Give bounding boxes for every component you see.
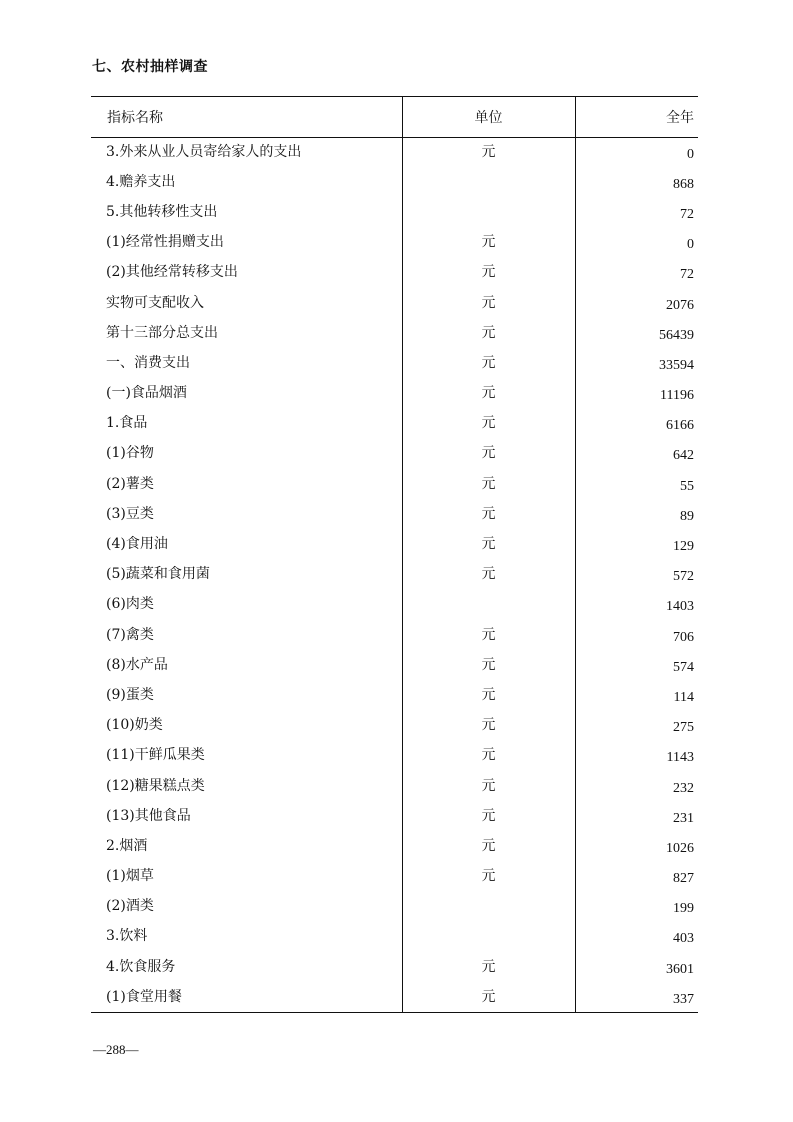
row-name: (1)烟草 bbox=[106, 868, 154, 885]
row-name: (1)经常性捐赠支出 bbox=[106, 234, 224, 251]
table-row bbox=[91, 953, 698, 983]
row-value: 275 bbox=[673, 720, 694, 736]
row-value: 403 bbox=[673, 931, 694, 947]
row-value: 89 bbox=[680, 508, 694, 524]
row-unit: 元 bbox=[402, 860, 575, 890]
row-unit: 元 bbox=[402, 679, 575, 709]
table-row bbox=[91, 138, 698, 168]
row-name: 5.其他转移性支出 bbox=[106, 203, 218, 220]
row-unit bbox=[402, 196, 575, 226]
row-name: 实物可支配收入 bbox=[106, 294, 204, 311]
row-unit: 元 bbox=[402, 226, 575, 256]
row-name: (11)干鲜瓜果类 bbox=[106, 747, 205, 764]
row-name: (10)奶类 bbox=[106, 717, 163, 734]
row-value: 72 bbox=[680, 267, 694, 283]
row-value: 199 bbox=[673, 901, 694, 917]
row-name: 4.赡养支出 bbox=[106, 173, 176, 190]
table-row bbox=[91, 560, 698, 590]
table-row bbox=[91, 862, 698, 892]
table-body bbox=[91, 138, 698, 1013]
row-unit: 元 bbox=[402, 317, 575, 347]
row-unit: 元 bbox=[402, 136, 575, 166]
row-unit: 元 bbox=[402, 558, 575, 588]
row-name: (6)肉类 bbox=[106, 596, 154, 613]
table-row bbox=[91, 621, 698, 651]
table-row bbox=[91, 922, 698, 952]
row-value: 642 bbox=[673, 448, 694, 464]
row-name: (3)豆类 bbox=[106, 505, 154, 522]
row-name: (9)蛋类 bbox=[106, 686, 154, 703]
row-unit: 元 bbox=[402, 498, 575, 528]
row-name: (1)食堂用餐 bbox=[91, 981, 402, 1011]
row-unit: 元 bbox=[402, 951, 575, 981]
row-unit bbox=[402, 920, 575, 950]
row-value: 0 bbox=[687, 237, 694, 253]
header-indicator-name: 指标名称 bbox=[91, 97, 402, 138]
row-name: (一)食品烟酒 bbox=[106, 385, 187, 402]
table-row bbox=[91, 349, 698, 379]
table-header-row bbox=[91, 97, 698, 138]
row-value: 129 bbox=[673, 539, 694, 555]
row-unit: 元 bbox=[402, 739, 575, 769]
row-name: 4.饮食服务 bbox=[106, 958, 176, 975]
row-name: 2.烟酒 bbox=[106, 837, 148, 854]
table-row bbox=[91, 681, 698, 711]
table-row bbox=[91, 379, 698, 409]
header-full-year: 全年 bbox=[575, 97, 698, 138]
row-value: 11196 bbox=[660, 388, 694, 404]
row-name: 第十三部分总支出 bbox=[106, 324, 218, 341]
row-name: (4)食用油 bbox=[106, 536, 168, 553]
table-row bbox=[91, 832, 698, 862]
row-value: 56439 bbox=[659, 327, 694, 343]
row-name: (8)水产品 bbox=[106, 656, 168, 673]
row-value: 72 bbox=[680, 206, 694, 222]
row-value: 574 bbox=[673, 659, 694, 675]
row-unit: 元 bbox=[402, 407, 575, 437]
row-unit: 元 bbox=[402, 377, 575, 407]
row-value: 1403 bbox=[666, 599, 694, 615]
row-name: (2)薯类 bbox=[106, 475, 154, 492]
table-row bbox=[91, 258, 698, 288]
header-unit: 单位 bbox=[402, 97, 575, 138]
row-name: (1)谷物 bbox=[106, 445, 154, 462]
row-unit: 元 bbox=[402, 709, 575, 739]
row-unit: 元 bbox=[402, 619, 575, 649]
table-row bbox=[91, 741, 698, 771]
row-unit: 元 bbox=[402, 800, 575, 830]
row-unit: 元 bbox=[402, 830, 575, 860]
table-row bbox=[91, 409, 698, 439]
row-name: 1.食品 bbox=[106, 415, 148, 432]
section-title: 七、农村抽样调查 bbox=[92, 59, 208, 75]
row-name: (7)禽类 bbox=[106, 626, 154, 643]
table-row bbox=[91, 771, 698, 801]
row-name: (2)其他经常转移支出 bbox=[106, 264, 238, 281]
row-value: 827 bbox=[673, 871, 694, 887]
table-row bbox=[91, 470, 698, 500]
table-row bbox=[91, 319, 698, 349]
row-value: 6166 bbox=[666, 418, 694, 434]
row-name: (12)糖果糕点类 bbox=[106, 777, 205, 794]
row-unit: 元 bbox=[402, 528, 575, 558]
table-row bbox=[91, 198, 698, 228]
table-row bbox=[91, 500, 698, 530]
row-value: 33594 bbox=[659, 357, 694, 373]
table-row bbox=[91, 530, 698, 560]
row-name: 3.饮料 bbox=[106, 928, 148, 945]
row-name: 一、消费支出 bbox=[106, 354, 190, 371]
row-name: (13)其他食品 bbox=[106, 807, 191, 824]
row-value: 55 bbox=[680, 478, 694, 494]
row-value: 706 bbox=[673, 629, 694, 645]
row-value: 114 bbox=[673, 689, 694, 705]
table-row bbox=[91, 228, 698, 258]
table-row bbox=[91, 983, 698, 1013]
table-row bbox=[91, 802, 698, 832]
row-value: 1026 bbox=[666, 840, 694, 856]
row-name: (5)蔬菜和食用菌 bbox=[106, 566, 210, 583]
row-unit: 元 bbox=[402, 649, 575, 679]
row-unit bbox=[402, 166, 575, 196]
row-unit: 元 bbox=[402, 769, 575, 799]
row-unit: 元 bbox=[402, 468, 575, 498]
table-row bbox=[91, 590, 698, 620]
table-row bbox=[91, 711, 698, 741]
row-value: 868 bbox=[673, 176, 694, 192]
row-unit bbox=[402, 890, 575, 920]
page-number: —288— bbox=[93, 1042, 139, 1057]
table-row bbox=[91, 651, 698, 681]
row-unit: 元 bbox=[402, 981, 575, 1011]
row-value: 572 bbox=[673, 569, 694, 585]
row-name: (2)酒类 bbox=[106, 898, 154, 915]
table-row bbox=[91, 892, 698, 922]
table-row bbox=[91, 168, 698, 198]
row-unit bbox=[402, 588, 575, 618]
row-value: 3601 bbox=[666, 961, 694, 977]
table-row bbox=[91, 288, 698, 318]
row-name: 3.外来从业人员寄给家人的支出 bbox=[106, 143, 302, 160]
row-value: 2076 bbox=[666, 297, 694, 313]
row-value: 232 bbox=[673, 780, 694, 796]
table-row bbox=[91, 439, 698, 469]
row-value: 0 bbox=[687, 146, 694, 162]
row-unit: 元 bbox=[402, 256, 575, 286]
row-unit: 元 bbox=[402, 286, 575, 316]
row-value: 1143 bbox=[666, 750, 694, 766]
row-unit: 元 bbox=[402, 347, 575, 377]
row-value: 337 bbox=[575, 985, 698, 1015]
row-value: 231 bbox=[673, 810, 694, 826]
statistics-table bbox=[91, 96, 698, 1013]
row-unit: 元 bbox=[402, 437, 575, 467]
